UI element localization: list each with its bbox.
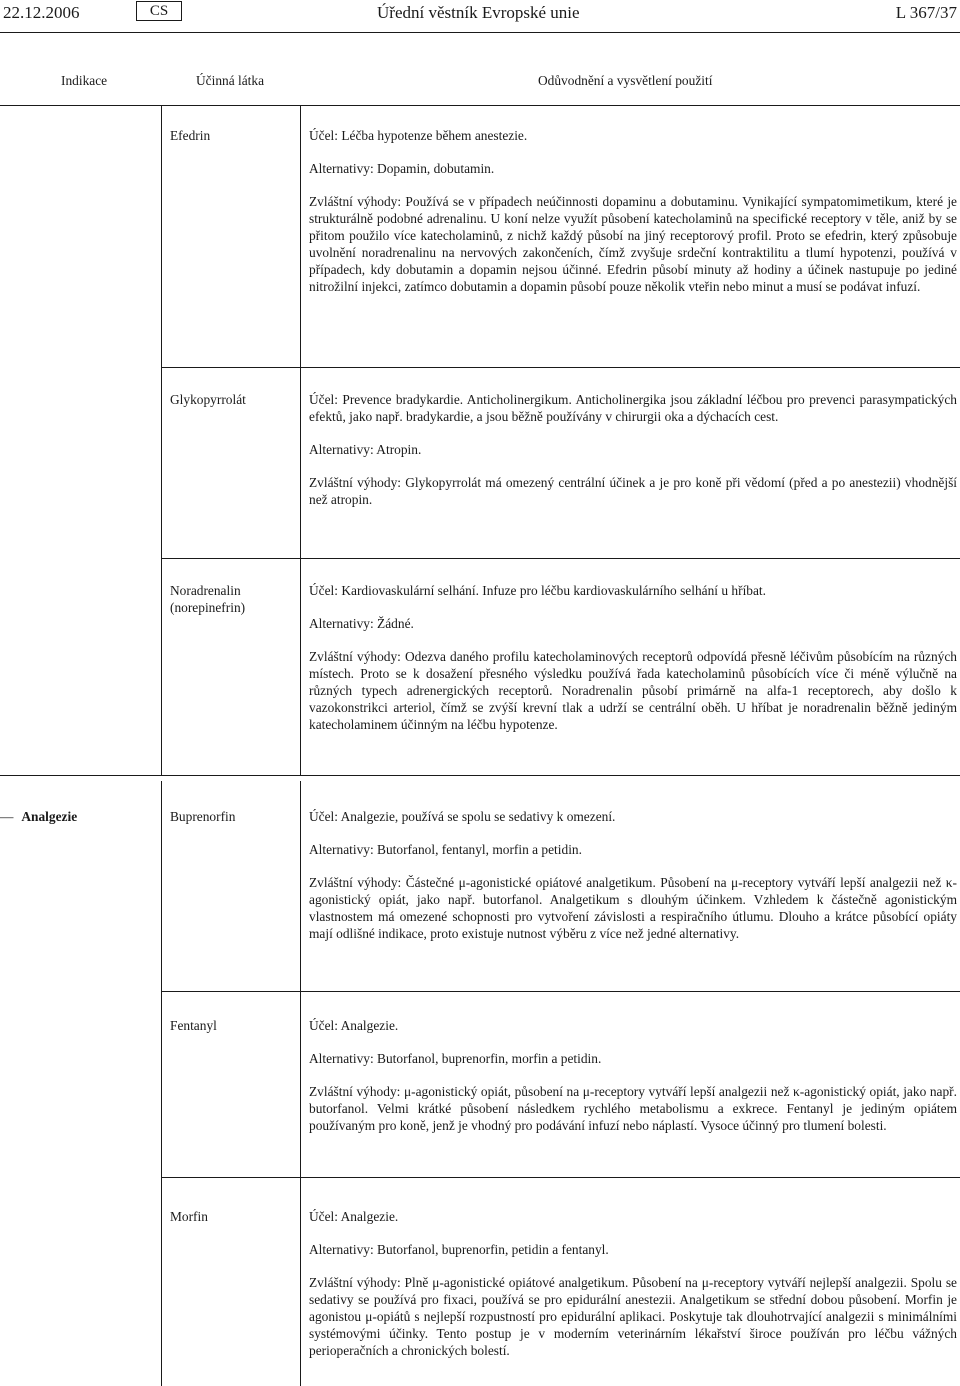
header-rule: [0, 32, 960, 33]
section-rule: [0, 775, 960, 776]
justification-text: [309, 582, 957, 733]
section-label: Analgezie: [21, 809, 78, 824]
publication-date: 22.12.2006: [3, 3, 80, 22]
advantages-paragraph: Zvláštní výhody: Částečné μ-agonistické opiátové analgetikum. Působení na μ-receptory vytváří lepší analgezii než κ-agonistický opiát, jako např. butorfanol. Analgetikum s dlouhým účinkem. Vzhledem k částečně agonistickým vlastnostem má omezené schopnosti pro vytvoření závislosti a respiračního útlumu. Dlouho a krátce působící opiáty mají odlišné indikace, proto existuje nutnost výběru z více než jedné alternativy.: [309, 875, 957, 941]
justification-text: [309, 391, 957, 508]
column-header-indication: Indikace: [61, 73, 108, 88]
section-heading: [0, 808, 160, 825]
table-top-rule: [0, 105, 960, 106]
purpose-paragraph: Účel: Analgezie.: [309, 1209, 399, 1224]
advantages-paragraph: Zvláštní výhody: μ-agonistický opiát, působení na μ-receptory vytváří lepší analgezii než κ-agonistický opiát, jako např. butorfanol. Velmi krátké působení následkem rychlého metabolismu a exkrece. Fentanyl je jediným opiátem používaným pro koně, jenž je vhodný pro podávání infuzí nebo náplastí. Vysoce účinný pro tlumení bolesti.: [309, 1084, 957, 1133]
page-reference: L 367/37: [895, 3, 957, 22]
column-header-justification: Odůvodnění a vysvětlení použití: [538, 73, 713, 88]
purpose-paragraph: Účel: Léčba hypotenze během anestezie.: [309, 128, 528, 143]
justification-text: [309, 127, 957, 295]
language-badge: CS: [136, 1, 182, 21]
alternatives-paragraph: Alternativy: Butorfanol, buprenorfin, morfin a petidin.: [309, 1051, 602, 1066]
substance-name: Buprenorfin: [170, 809, 236, 824]
section-dash: —: [0, 809, 14, 824]
advantages-paragraph: Zvláštní výhody: Používá se v případech neúčinnosti dopaminu a dobutaminu. Vynikající sympatomimetikum, které je strukturálně podobné adrenalinu. U koní nelze využít působení katecholaminů na specifické receptory v těle, aniž by se přitom použilo více katecholaminů, z nichž každý působí na jiný receptorový profil. Proto se efedrin, který způsobuje uvolnění noradrenalinu na nervových zakončeních, čímž zvyšuje srdeční kontraktilitu a tlumí hypotenzi, používá v případech, kdy dobutamin a dopamin nejsou účinné. Efedrin působí minuty až hodiny a účinek nastupuje po jediné nitrožilní injekci, zatímco dobutamin a dopamin působí pouze několik vteřin nebo minut a musí se podávat infuzí.: [309, 194, 957, 294]
advantages-paragraph: Zvláštní výhody: Odezva daného profilu katecholaminových receptorů odpovídá přesně léčivům působícím na různých místech. Proto se k dosažení přesného výsledku používá řada katecholaminů působících více či méně výlučně na různých typech adrenergických receptorů. Noradrenalin působí primárně na alfa-1 receptorech, aby došlo k vazokonstrikci arteriol, čímž se zvýší krevní tlak a udrží se centrální oběh. U hříbat je noradrenalin běžně jediným katecholaminem účinným na léčbu hypotenze.: [309, 649, 957, 732]
purpose-paragraph: Účel: Analgezie, používá se spolu se sedativy k omezení.: [309, 809, 616, 824]
column-divider-1: [161, 105, 162, 775]
column-divider-2: [300, 105, 301, 775]
advantages-paragraph: Zvláštní výhody: Plně μ-agonistické opiátové analgetikum. Působení na μ-receptory vytváří nejlepší analgezii. Spolu se sedativy se používá pro fixaci, používá se pro epidurální anestezii. Analgetikum se střední dobou působení. Morfin je agonistou μ-opiátů s nejlepší rozpustností pro epidurální aplikaci. Poskytuje tak dlouhotrvající analgezii s minimálními systémovými účinky. Tento postup je v moderním veterinárním lékařství široce používán pro léčbu vážných perioperačních a chronických bolestí.: [309, 1275, 957, 1358]
justification-text: [309, 1017, 957, 1134]
substance-name: Glykopyrrolát: [170, 392, 246, 407]
alternatives-paragraph: Alternativy: Žádné.: [309, 616, 414, 631]
journal-title: Úřední věstník Evropské unie: [377, 3, 580, 22]
purpose-paragraph: Účel: Kardiovaskulární selhání. Infuze pro léčbu kardiovaskulárního selhání u hříbat.: [309, 583, 766, 598]
substance-name: Morfin: [170, 1209, 208, 1224]
advantages-paragraph: Zvláštní výhody: Glykopyrrolát má omezený centrální účinek a je pro koně při vědomí (před a po anestezii) vhodnější než atropin.: [309, 475, 957, 507]
justification-text: [309, 808, 957, 942]
column-divider-1b: [161, 781, 162, 1386]
substance-name: Efedrin: [170, 128, 211, 143]
column-divider-2b: [300, 781, 301, 1386]
alternatives-paragraph: Alternativy: Atropin.: [309, 442, 422, 457]
row-rule: [161, 367, 960, 368]
column-header-substance: Účinná látka: [196, 73, 265, 88]
alternatives-paragraph: Alternativy: Butorfanol, fentanyl, morfin a petidin.: [309, 842, 582, 857]
purpose-paragraph: Účel: Prevence bradykardie. Anticholinergikum. Anticholinergika jsou základní léčbou pro prevenci parasympatických efektů, jako např. bradykardie, a jsou běžně používány v chirurgii oka a dýchacích cest.: [309, 392, 957, 424]
row-rule: [161, 991, 960, 992]
substance-name: Noradrenalin (norepinefrin): [170, 583, 246, 615]
row-rule: [161, 558, 960, 559]
substance-name: Fentanyl: [170, 1018, 217, 1033]
alternatives-paragraph: Alternativy: Dopamin, dobutamin.: [309, 161, 495, 176]
page-header: [0, 0, 960, 34]
alternatives-paragraph: Alternativy: Butorfanol, buprenorfin, petidin a fentanyl.: [309, 1242, 609, 1257]
purpose-paragraph: Účel: Analgezie.: [309, 1018, 399, 1033]
justification-text: [309, 1208, 957, 1359]
row-rule: [161, 1177, 960, 1178]
